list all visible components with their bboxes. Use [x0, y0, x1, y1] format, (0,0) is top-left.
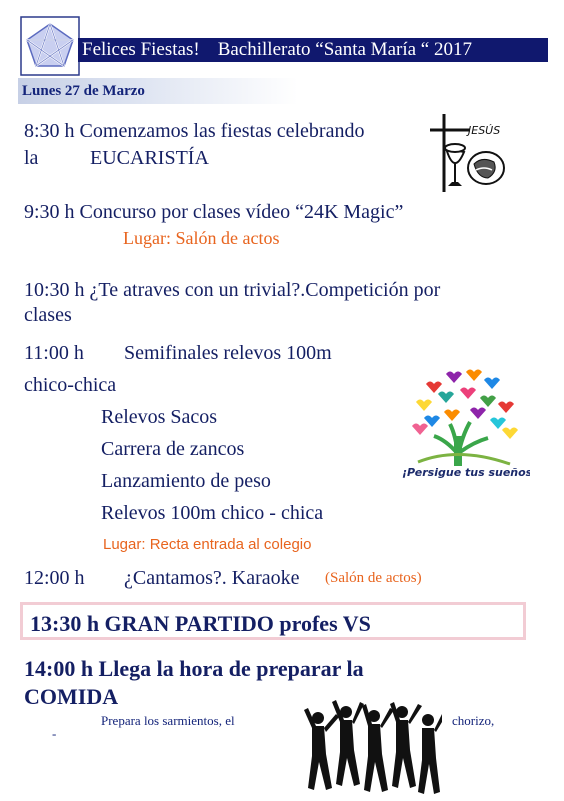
event-1100-item: Carrera de zancos: [101, 438, 245, 460]
gran-partido-text: 13:30 h GRAN PARTIDO profes VS: [30, 611, 371, 636]
event-1400-dash: -: [52, 726, 57, 741]
date-heading: Lunes 27 de Marzo: [18, 78, 298, 104]
event-930-lugar: Lugar: Salón de actos: [123, 228, 280, 248]
event-1200-time: 12:00 h: [24, 567, 85, 589]
school-logo: [20, 16, 80, 76]
jesus-label: JESÚS: [468, 124, 501, 137]
header-title: Felices Fiestas!: [82, 39, 200, 60]
event-1030-line2: clases: [24, 304, 72, 326]
header-bar: [78, 38, 548, 62]
dream-tree-illustration: [398, 366, 530, 484]
event-1400-sub-right: chorizo,: [452, 713, 495, 728]
event-830-eucaristia: EUCARISTÍA: [90, 147, 209, 169]
event-1400-sub-left: Prepara los sarmientos, el: [101, 713, 235, 728]
event-1400-line2: COMIDA: [24, 684, 119, 709]
event-1100-item: Relevos Sacos: [101, 406, 218, 428]
event-830-line: 8:30 h Comenzamos las fiestas celebrando: [24, 120, 365, 142]
event-1200-title: ¿Cantamos?. Karaoke: [124, 567, 300, 589]
event-1100-title: Semifinales relevos 100m: [124, 342, 332, 364]
event-1200-place: (Salón de actos): [325, 570, 422, 586]
event-930-line: 9:30 h Concurso por clases vídeo “24K Magic”: [24, 201, 404, 223]
event-1100-item: Lanzamiento de peso: [101, 470, 271, 492]
eucharist-illustration: [424, 112, 508, 196]
event-1400-line1: 14:00 h Llega la hora de preparar la: [24, 656, 364, 681]
event-1100-item: Relevos 100m chico - chica: [101, 502, 324, 524]
tree-caption: ¡Persigue tus sueños !: [402, 466, 530, 479]
event-1100-lugar: Lugar: Recta entrada al colegio: [103, 536, 312, 553]
event-1100-time: 11:00 h: [24, 342, 84, 364]
event-1100-line2: chico-chica: [24, 374, 117, 396]
header-school: Bachillerato “Santa María “ 2017: [217, 39, 472, 60]
event-1030-line1: 10:30 h ¿Te atraves con un trivial?.Competición por: [24, 279, 441, 301]
event-830-la: la: [24, 147, 39, 169]
celebration-silhouettes: [302, 700, 442, 796]
